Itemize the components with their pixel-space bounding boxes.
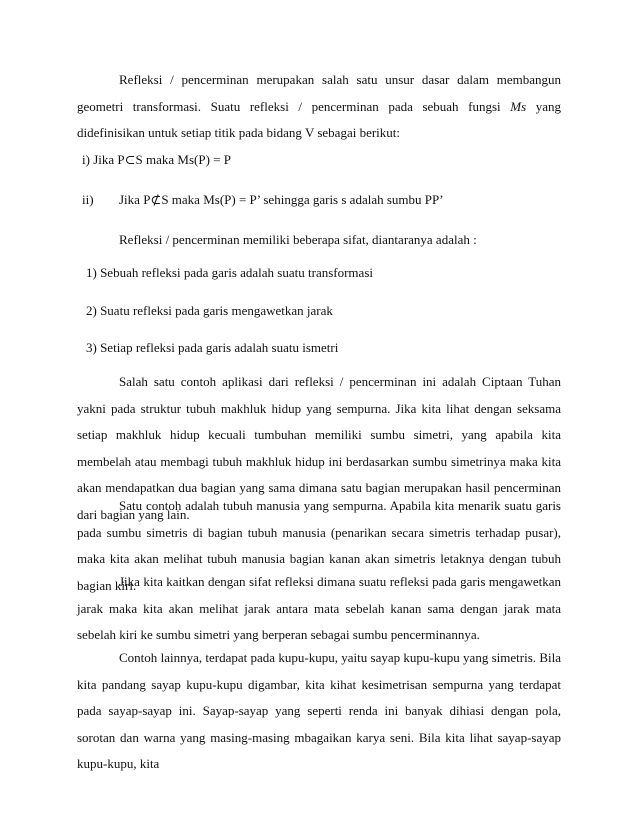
paragraph-jarak-mata: Jika kita kaitkan dengan sifat refleksi dimana suatu refleksi pada garis mengawetkan jarak maka kita akan melihat jarak antara mata sebelah kanan sama dengan jarak mata sebelah kiri ke sumbu simetri yang berperan sebagai sumbu pencerminannya. <box>77 574 561 643</box>
rule-1-number: i) <box>82 152 90 167</box>
paragraph-kupu-kupu: Contoh lainnya, terdapat pada kupu-kupu, yaitu sayap kupu-kupu yang simetris. Bila kita pandang sayap kupu-kupu digambar, kita kihat kesimetrisan sempurna yang terdapat pada sayap-sayap ini. Sayap-sayap yang seperti renda ini banyak dihiasi dengan pola, sorotan dan warna yang masing-masing mbagaikan karya seni. Bila kita lihat sayap-sayap kupu-kupu, kita <box>77 650 561 772</box>
properties-intro: Refleksi / pencerminan memiliki beberapa sifat, diantaranya adalah : <box>119 232 477 247</box>
paragraph-tubuh-manusia: Satu contoh adalah tubuh manusia yang sempurna. Apabila kita menarik suatu garis pada sumbu simetris di bagian tubuh manusia (penarikan secara simetris terhadap pusar), maka kita akan melihat tubuh manusia bagian kanan akan simetris letaknya dengan tubuh bagian kiri. <box>77 498 561 593</box>
rule-1-text: Jika P⊂S maka Ms(P) = P <box>93 152 231 167</box>
rule-2 <box>82 192 94 208</box>
intro-paragraph <box>77 67 561 147</box>
property-3: 3) Setiap refleksi pada garis adalah suatu ismetri <box>86 340 339 355</box>
intro-text-1: Refleksi / pencerminan merupakan salah satu unsur dasar dalam membangun geometri transformasi. Suatu refleksi / pencerminan pada sebuah fungsi <box>77 72 561 114</box>
paragraph-aplikasi: Salah satu contoh aplikasi dari refleksi / pencerminan ini adalah Ciptaan Tuhan yakni pada struktur tubuh makhluk hidup yang sempurna. Jika kita lihat dengan seksama setiap makhluk hidup kecuali tumbuhan memiliki sumbu simetri, yang apabila kita membelah atau membagi tubuh makhluk hidup ini berdasarkan sumbu simetrinya maka kita akan mendapatkan dua bagian yang sama dimana satu bagian merupakan hasil pencerminan dari bagian yang lain. <box>77 374 561 522</box>
property-2: 2) Suatu refleksi pada garis mengawetkan jarak <box>86 303 333 318</box>
property-1: 1) Sebuah refleksi pada garis adalah suatu transformasi <box>86 265 373 280</box>
intro-function-name: Ms <box>510 98 527 114</box>
rule-1 <box>82 152 231 168</box>
rule-2-number: ii) <box>82 192 94 207</box>
intro-text-2: yang didefinisikan untuk setiap titik pada bidang V sebagai berikut: <box>77 98 561 141</box>
rule-2-text: Jika P⊄S maka Ms(P) = P’ sehingga garis s adalah sumbu PP’ <box>119 192 444 207</box>
